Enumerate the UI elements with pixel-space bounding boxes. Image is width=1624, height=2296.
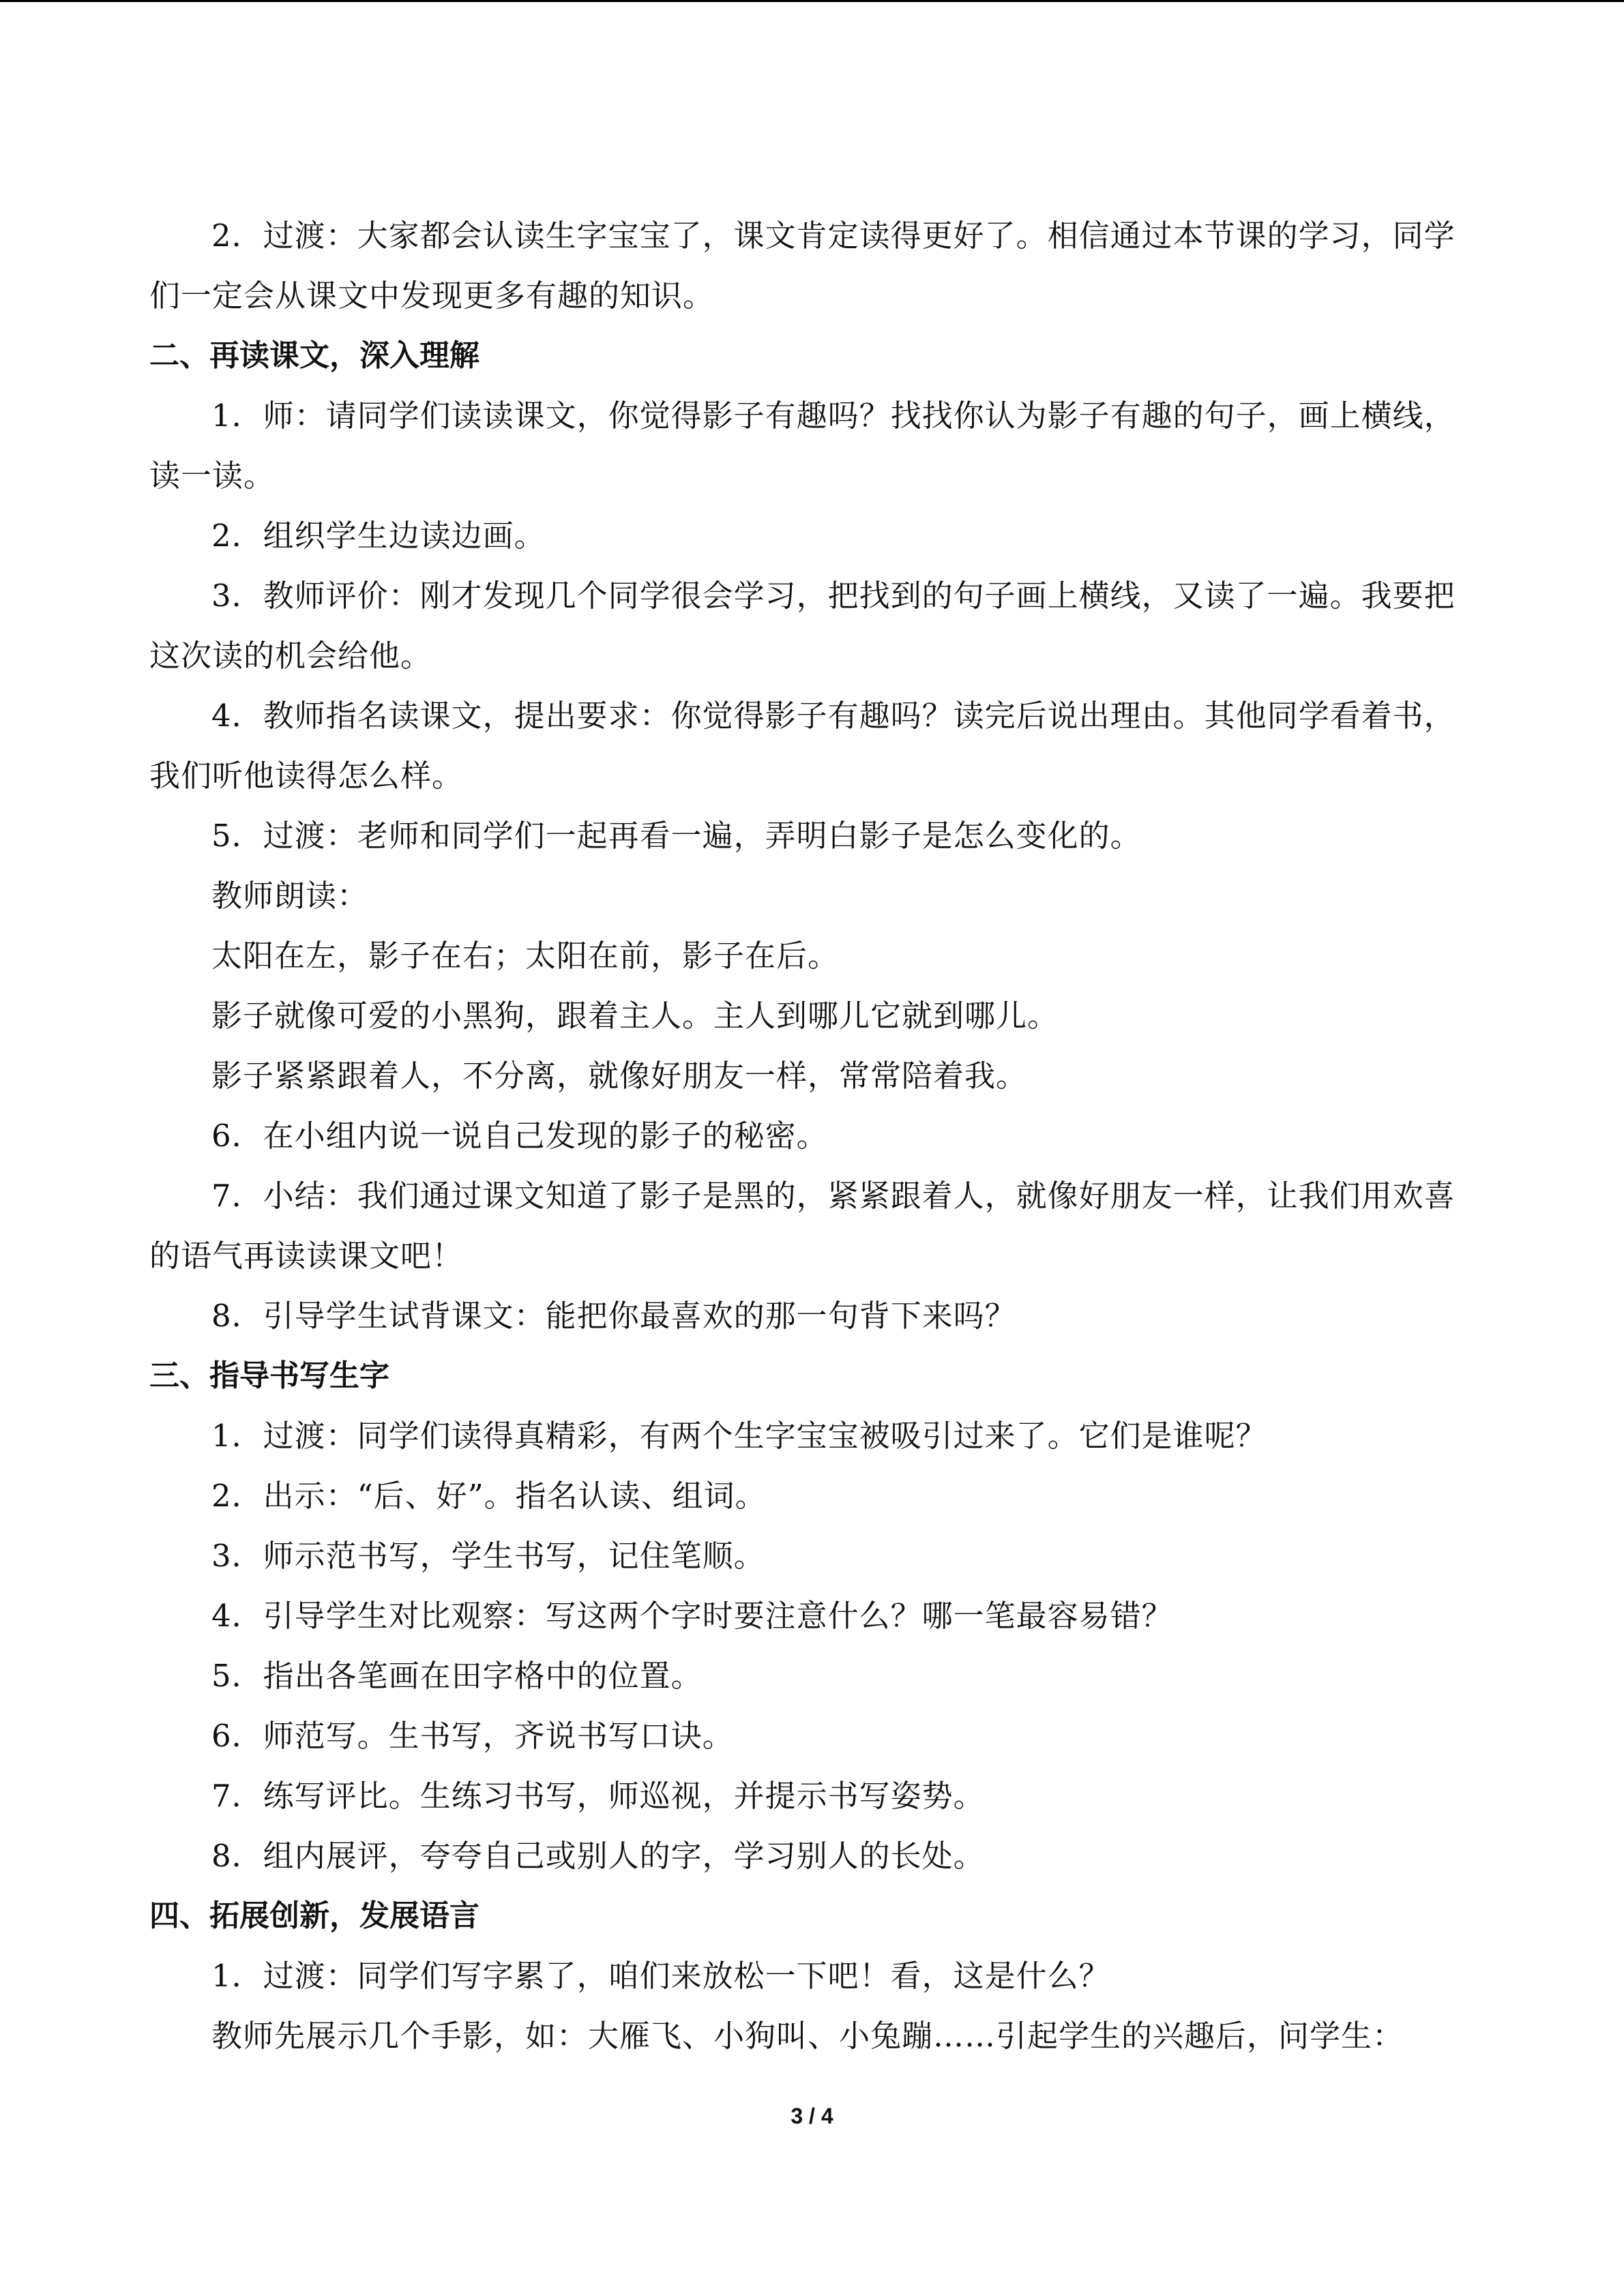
paragraph: 1．过渡：同学们读得真精彩，有两个生字宝宝被吸引过来了。它们是谁呢？ <box>211 1418 1267 1454</box>
top-border-line <box>0 0 1624 2</box>
paragraph: 2．组织学生边读边画。 <box>211 518 546 554</box>
paragraph: 8．引导学生试背课文：能把你最喜欢的那一句背下来吗？ <box>211 1298 1016 1334</box>
paragraph: 教师朗读： <box>211 878 369 914</box>
section-heading: 二、再读课文，深入理解 <box>149 338 479 373</box>
paragraph: 4．教师指名读课文，提出要求：你觉得影子有趣吗？读完后说出理由。其他同学看着书，我们听他读得怎么样。 <box>149 698 1456 794</box>
paragraph: 4．引导学生对比观察：写这两个字时要注意什么？哪一笔最容易错？ <box>211 1598 1173 1634</box>
paragraph: 教师先展示几个手影，如：大雁飞、小狗叫、小兔蹦……引起学生的兴趣后，问学生： <box>211 2018 1404 2054</box>
paragraph: 5．指出各笔画在田字格中的位置。 <box>211 1658 703 1694</box>
paragraph: 7．小结：我们通过课文知道了影子是黑的，紧紧跟着人，就像好朋友一样，让我们用欢喜的语气再读读课文吧！ <box>149 1178 1456 1274</box>
paragraph: 太阳在左，影子在右；太阳在前，影子在后。 <box>211 938 840 974</box>
paragraph: 3．师示范书写，学生书写，记住笔顺。 <box>211 1538 765 1574</box>
paragraph: 影子紧紧跟着人，不分离，就像好朋友一样，常常陪着我。 <box>211 1058 1028 1094</box>
document-body <box>149 206 1475 2066</box>
paragraph: 2．出示：“后、好”。指名认读、组词。 <box>211 1478 767 1514</box>
paragraph: 2．过渡：大家都会认读生字宝宝了，课文肯定读得更好了。相信通过本节课的学习，同学们一定会从课文中发现更多有趣的知识。 <box>149 218 1456 314</box>
paragraph: 6．在小组内说一说自己发现的影子的秘密。 <box>211 1118 828 1154</box>
paragraph: 7．练写评比。生练习书写，师巡视，并提示书写姿势。 <box>211 1778 985 1814</box>
paragraph: 3．教师评价：刚才发现几个同学很会学习，把找到的句子画上横线，又读了一遍。我要把这次读的机会给他。 <box>149 578 1456 674</box>
page-number: 3 / 4 <box>791 2104 833 2128</box>
paragraph: 5．过渡：老师和同学们一起再看一遍，弄明白影子是怎么变化的。 <box>211 818 1142 854</box>
paragraph: 1．过渡：同学们写字累了，咱们来放松一下吧！看，这是什么？ <box>211 1958 1110 1994</box>
section-heading: 四、拓展创新，发展语言 <box>149 1898 479 1933</box>
paragraph: 8．组内展评，夸夸自己或别人的字，学习别人的长处。 <box>211 1838 985 1874</box>
paragraph: 影子就像可爱的小黑狗，跟着主人。主人到哪儿它就到哪儿。 <box>211 998 1059 1034</box>
paragraph: 1．师：请同学们读读课文，你觉得影子有趣吗？找找你认为影子有趣的句子，画上横线，读一读。 <box>149 398 1456 494</box>
paragraph: 6．师范写。生书写，齐说书写口诀。 <box>211 1718 734 1754</box>
section-heading: 三、指导书写生字 <box>149 1358 389 1393</box>
